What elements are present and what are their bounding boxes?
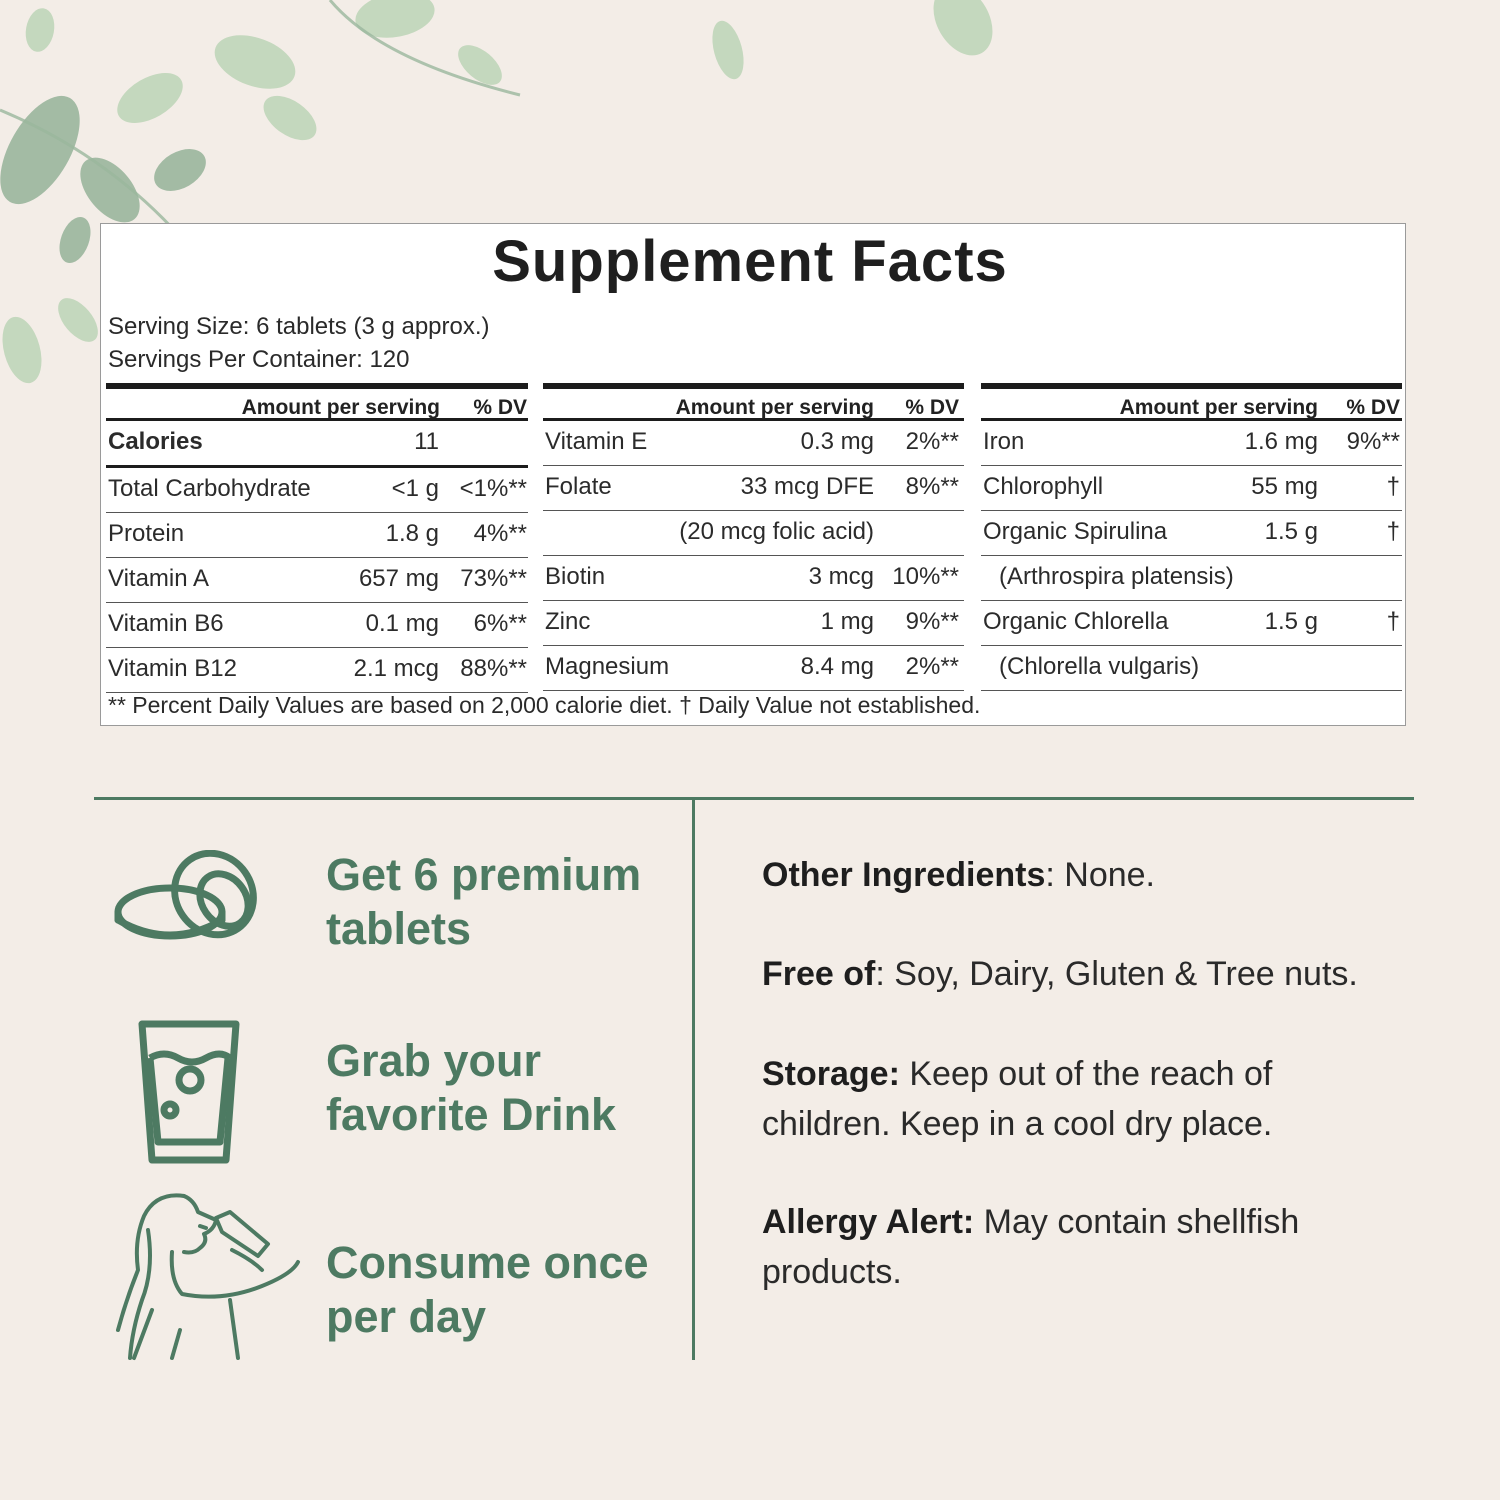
free-of-label: Free of [762, 955, 876, 993]
nutrient-name: Organic Spirulina [983, 518, 1168, 545]
nutrient-amount: 2.1 mcg [353, 655, 439, 682]
nutrient-amount: 55 mg [1251, 473, 1318, 500]
header-dv: % DV [1346, 396, 1400, 419]
facts-column-2 [543, 383, 964, 691]
nutrient-amount: 1.8 g [385, 520, 439, 547]
nutrient-name: Vitamin B6 [108, 610, 224, 637]
table-row [543, 601, 964, 646]
nutrient-dv: 10%** [892, 563, 959, 590]
serving-size: Serving Size: 6 tablets (3 g approx.) [108, 313, 490, 340]
nutrient-name: Vitamin A [108, 565, 209, 592]
nutrient-amount: 1.5 g [1264, 518, 1318, 545]
nutrient-name: Iron [983, 428, 1025, 455]
nutrient-dv: 8%** [905, 473, 959, 500]
nutrient-note: (Chlorella vulgaris) [999, 653, 1200, 680]
table-row [106, 603, 528, 648]
nutrient-dv: 88%** [460, 655, 527, 682]
nutrient-dv: <1%** [459, 475, 527, 502]
table-row [543, 646, 964, 691]
table-row [543, 466, 964, 511]
storage [762, 1049, 1402, 1149]
other-ingredients-value: : None. [1045, 856, 1155, 894]
nutrient-amount: 1.5 g [1264, 608, 1318, 635]
section-divider [94, 797, 1414, 800]
nutrient-name: Folate [545, 473, 612, 500]
table-row [543, 511, 964, 556]
nutrient-name: Magnesium [545, 653, 670, 680]
column-header [106, 383, 528, 421]
table-row [543, 556, 964, 601]
table-row [106, 468, 528, 513]
header-dv: % DV [905, 396, 959, 419]
nutrient-name: Total Carbohydrate [108, 475, 311, 502]
nutrient-amount: 3 mcg [808, 563, 874, 590]
nutrient-amount: 657 mg [358, 565, 439, 592]
step-tablets-text: Get 6 premium tablets [326, 849, 642, 954]
column-header [981, 383, 1402, 421]
nutrient-amount: 0.3 mg [800, 428, 874, 455]
nutrient-dv: 2%** [905, 653, 959, 680]
nutrient-name: Vitamin E [545, 428, 648, 455]
nutrient-dv: † [1386, 608, 1400, 635]
nutrient-amount: <1 g [391, 475, 439, 502]
nutrient-amount: 1.6 mg [1244, 428, 1318, 455]
table-row [981, 511, 1402, 556]
allergy-alert-value: May contain shellfish products. [762, 1203, 1300, 1291]
table-row [981, 421, 1402, 466]
table-row [106, 421, 528, 468]
step-consume-text: Consume once per day [326, 1237, 649, 1342]
header-amount: Amount per serving [1119, 396, 1318, 419]
facts-column-3 [981, 383, 1402, 691]
nutrient-name: Zinc [545, 608, 591, 635]
header-amount: Amount per serving [241, 396, 440, 419]
header-dv: % DV [473, 396, 527, 419]
nutrient-amount: 11 [414, 428, 439, 455]
nutrient-name: Calories [108, 428, 203, 455]
nutrient-name: Biotin [545, 563, 606, 590]
header-amount: Amount per serving [675, 396, 874, 419]
table-row [981, 466, 1402, 511]
nutrient-name: Vitamin B12 [108, 655, 237, 682]
nutrient-dv: † [1386, 518, 1400, 545]
nutrient-dv: † [1386, 473, 1400, 500]
nutrient-name: Chlorophyll [983, 473, 1104, 500]
table-row [543, 421, 964, 466]
nutrient-dv: 73%** [460, 565, 527, 592]
other-ingredients-label: Other Ingredients [762, 856, 1046, 894]
facts-title: Supplement Facts [492, 229, 1008, 294]
free-of [762, 949, 1402, 999]
nutrient-note: (20 mcg folic acid) [679, 518, 874, 545]
woman-drinking-icon [112, 1190, 308, 1362]
column-header [543, 383, 964, 421]
column-divider [692, 800, 695, 1360]
allergy-alert-label: Allergy Alert: [762, 1203, 975, 1241]
nutrient-name: Protein [108, 520, 185, 547]
nutrient-name: Organic Chlorella [983, 608, 1169, 635]
nutrient-dv: 6%** [473, 610, 527, 637]
nutrient-amount: 33 mcg DFE [740, 473, 874, 500]
nutrient-dv: 4%** [473, 520, 527, 547]
nutrient-dv: 9%** [905, 608, 959, 635]
tablets-icon [112, 850, 258, 946]
glass-icon [138, 1020, 240, 1164]
table-row [981, 556, 1402, 601]
nutrient-amount: 0.1 mg [365, 610, 439, 637]
nutrient-amount: 1 mg [820, 608, 874, 635]
table-row [981, 646, 1402, 691]
step-drink-text: Grab your favorite Drink [326, 1035, 617, 1140]
nutrient-note: (Arthrospira platensis) [999, 563, 1234, 590]
nutrient-dv: 2%** [905, 428, 959, 455]
table-row [106, 648, 528, 693]
nutrient-amount: 8.4 mg [800, 653, 874, 680]
other-ingredients [762, 850, 1402, 900]
facts-footnote: ** Percent Daily Values are based on 2,000 calorie diet. † Daily Value not established. [108, 692, 981, 718]
allergy-alert [762, 1197, 1402, 1297]
storage-label: Storage: [762, 1055, 900, 1093]
table-row [106, 513, 528, 558]
free-of-value: : Soy, Dairy, Gluten & Tree nuts. [875, 955, 1358, 993]
table-row [106, 558, 528, 603]
nutrient-dv: 9%** [1346, 428, 1400, 455]
facts-column-1 [106, 383, 528, 693]
storage-value: Keep out of the reach of children. Keep in a cool dry place. [762, 1055, 1273, 1143]
servings-per-container: Servings Per Container: 120 [108, 346, 410, 373]
table-row [981, 601, 1402, 646]
